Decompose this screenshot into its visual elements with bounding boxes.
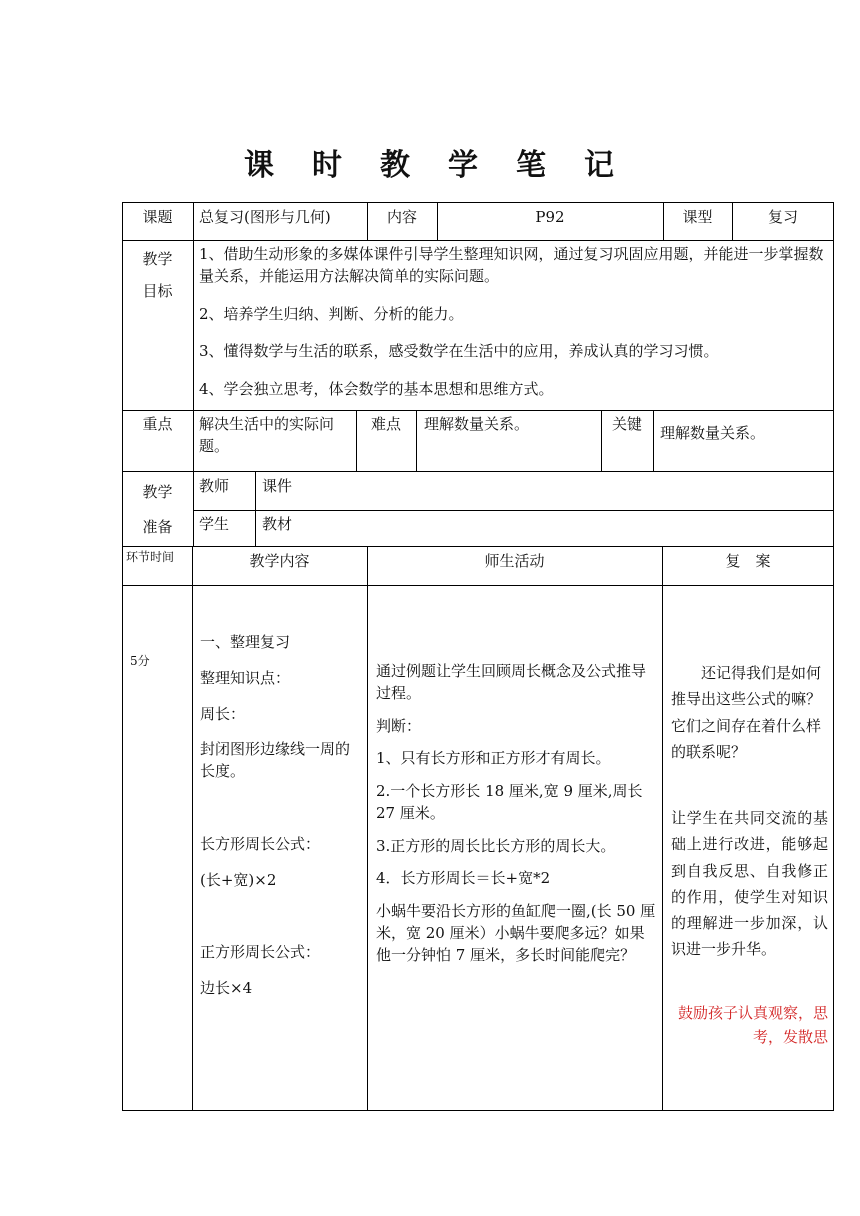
content-item: (长+宽)×2: [200, 870, 277, 889]
key-label: 重点: [142, 415, 173, 433]
goals-label: 教学 目标: [142, 250, 173, 300]
crucial-value: 理解数量关系。: [660, 424, 766, 442]
teacher-value: 课件: [262, 477, 293, 495]
teacher-label: 教师: [199, 477, 230, 495]
topic-value: 总复习(图形与几何): [199, 208, 331, 226]
review-note: 让学生在共同交流的基础上进行改进，能够起到自我反思、自我修正的作用，使学生对知识的理解进一步加深，认识进一步升华。: [671, 809, 828, 959]
review-note-highlight: 鼓励孩子认真观察，思考，发散思: [677, 1003, 828, 1046]
prep-label: 教学 准备: [142, 483, 173, 536]
content-list: [200, 632, 362, 1013]
goal-item: 2、培养学生归纳、判断、分析的能力。: [199, 304, 464, 323]
type-label: 课型: [682, 208, 713, 226]
activity-item: 2.一个长方形长 18 厘米,宽 9 厘米,周长 27 厘米。: [376, 782, 643, 822]
content-value: P92: [535, 208, 565, 226]
col-activity: 师生活动: [484, 552, 545, 570]
goal-item: 1、借助生动形象的多媒体课件引导学生整理知识网，通过复习巩固应用题，并能进一步掌握数量关系，并能运用方法解决简单的实际问题。: [199, 245, 824, 285]
activity-list: [376, 661, 658, 979]
goal-item: 4、学会独立思考，体会数学的基本思想和思维方式。: [199, 380, 554, 398]
content-item: 周长：: [200, 704, 246, 723]
type-value: 复习: [767, 208, 798, 226]
difficult-label: 难点: [370, 415, 401, 433]
activity-item: 1、只有长方形和正方形才有周长。: [376, 749, 611, 768]
page-title: 课 时 教 学 笔 记: [244, 148, 616, 183]
content-item: 正方形周长公式：: [200, 943, 321, 962]
review-notes: [671, 660, 828, 1062]
goals-list: [199, 244, 829, 414]
activity-item: 判断：: [376, 716, 422, 735]
key-value: 解决生活中的实际问题。: [199, 415, 335, 455]
activity-item: 4．长方形周长＝长+宽*2: [376, 869, 551, 888]
topic-label: 课题: [142, 208, 173, 226]
segment-time: 5分: [130, 654, 150, 668]
review-note: 还记得我们是如何推导出这些公式的嘛？它们之间存在着什么样的联系呢？: [671, 664, 822, 761]
difficult-value: 理解数量关系。: [424, 415, 530, 433]
crucial-label: 关键: [611, 415, 642, 433]
student-value: 教材: [262, 515, 293, 533]
student-label: 学生: [199, 515, 230, 533]
content-label: 内容: [386, 208, 417, 226]
col-review: 复 案: [725, 552, 771, 570]
activity-item: 通过例题让学生回顾周长概念及公式推导过程。: [376, 662, 647, 702]
goal-item: 3、懂得数学与生活的联系，感受数学在生活中的应用，养成认真的学习习惯。: [199, 342, 719, 361]
activity-item: 3.正方形的周长比长方形的周长大。: [376, 836, 616, 855]
content-item: 长方形周长公式：: [200, 834, 321, 853]
col-content: 教学内容: [249, 552, 310, 570]
col-time: 环节时间: [126, 550, 175, 564]
activity-item: 小蜗牛要沿长方形的鱼缸爬一圈,(长 50 厘米，宽 20 厘米）小蜗牛要爬多远？如果他一分钟怕 7 厘米，多长时间能爬完？: [376, 902, 656, 964]
content-item: 边长×4: [200, 979, 253, 997]
content-item: 一、整理复习: [200, 633, 291, 651]
content-item: 封闭图形边缘线一周的长度。: [200, 740, 351, 780]
content-item: 整理知识点：: [200, 668, 291, 687]
